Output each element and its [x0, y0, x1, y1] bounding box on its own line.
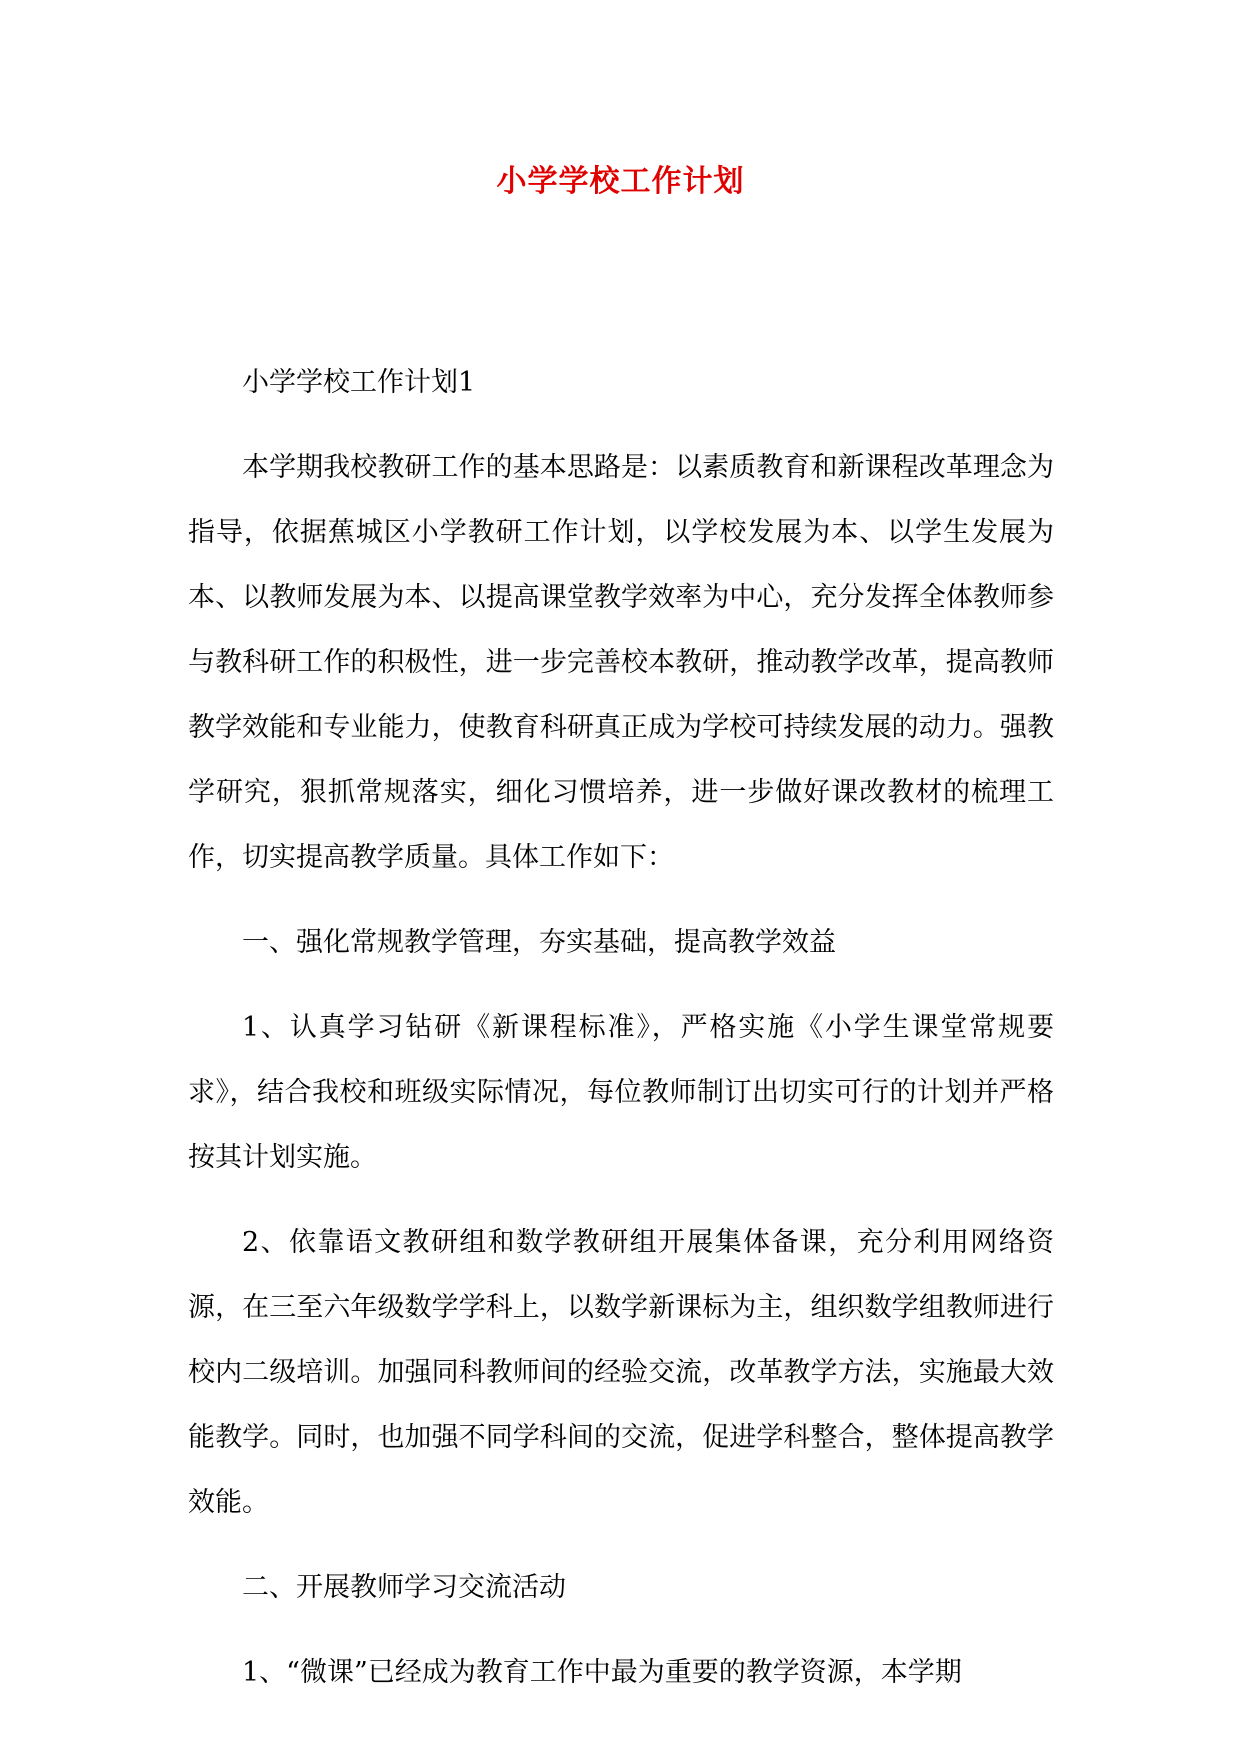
- document-title: 小学学校工作计划: [496, 164, 745, 199]
- paragraph-heading-plan-1: 小学学校工作计划1: [242, 367, 476, 398]
- paragraph-intro: 本学期我校教研工作的基本思路是：以素质教育和新课程改革理念为指导，依据蕉城区小学教研工作计划，以学校发展为本、以学生发展为本、以教师发展为本、以提高课堂教学效率为中心，充分发挥全体教师参与教科研工作的积极性，进一步完善校本教研，推动教学改革，提高教师教学效能和专业能力，使教育科研真正成为学校可持续发展的动力。强教学研究，狠抓常规落实，细化习惯培养，进一步做好课改教材的梳理工作，切实提高教学质量。具体工作如下：: [188, 452, 1054, 873]
- document-body: [188, 350, 1054, 1725]
- paragraph-item-1-2: 2、依靠语文教研组和数学教研组开展集体备课，充分利用网络资源，在三至六年级数学学科上，以数学新课标为主，组织数学组教师进行校内二级培训。加强同科教师间的经验交流，改革教学方法，实施最大效能教学。同时，也加强不同学科间的交流，促进学科整合，整体提高教学效能。: [188, 1227, 1054, 1518]
- paragraph-item-1-1: 1、认真学习钻研《新课程标准》，严格实施《小学生课堂常规要求》，结合我校和班级实际情况，每位教师制订出切实可行的计划并严格按其计划实施。: [188, 1012, 1054, 1173]
- paragraph-section-1-heading: 一、强化常规教学管理，夯实基础，提高教学效益: [242, 927, 836, 958]
- paragraph-item-2-1: 1、“微课”已经成为教育工作中最为重要的教学资源，本学期: [242, 1657, 962, 1688]
- paragraph-section-2-heading: 二、开展教师学习交流活动: [242, 1572, 566, 1603]
